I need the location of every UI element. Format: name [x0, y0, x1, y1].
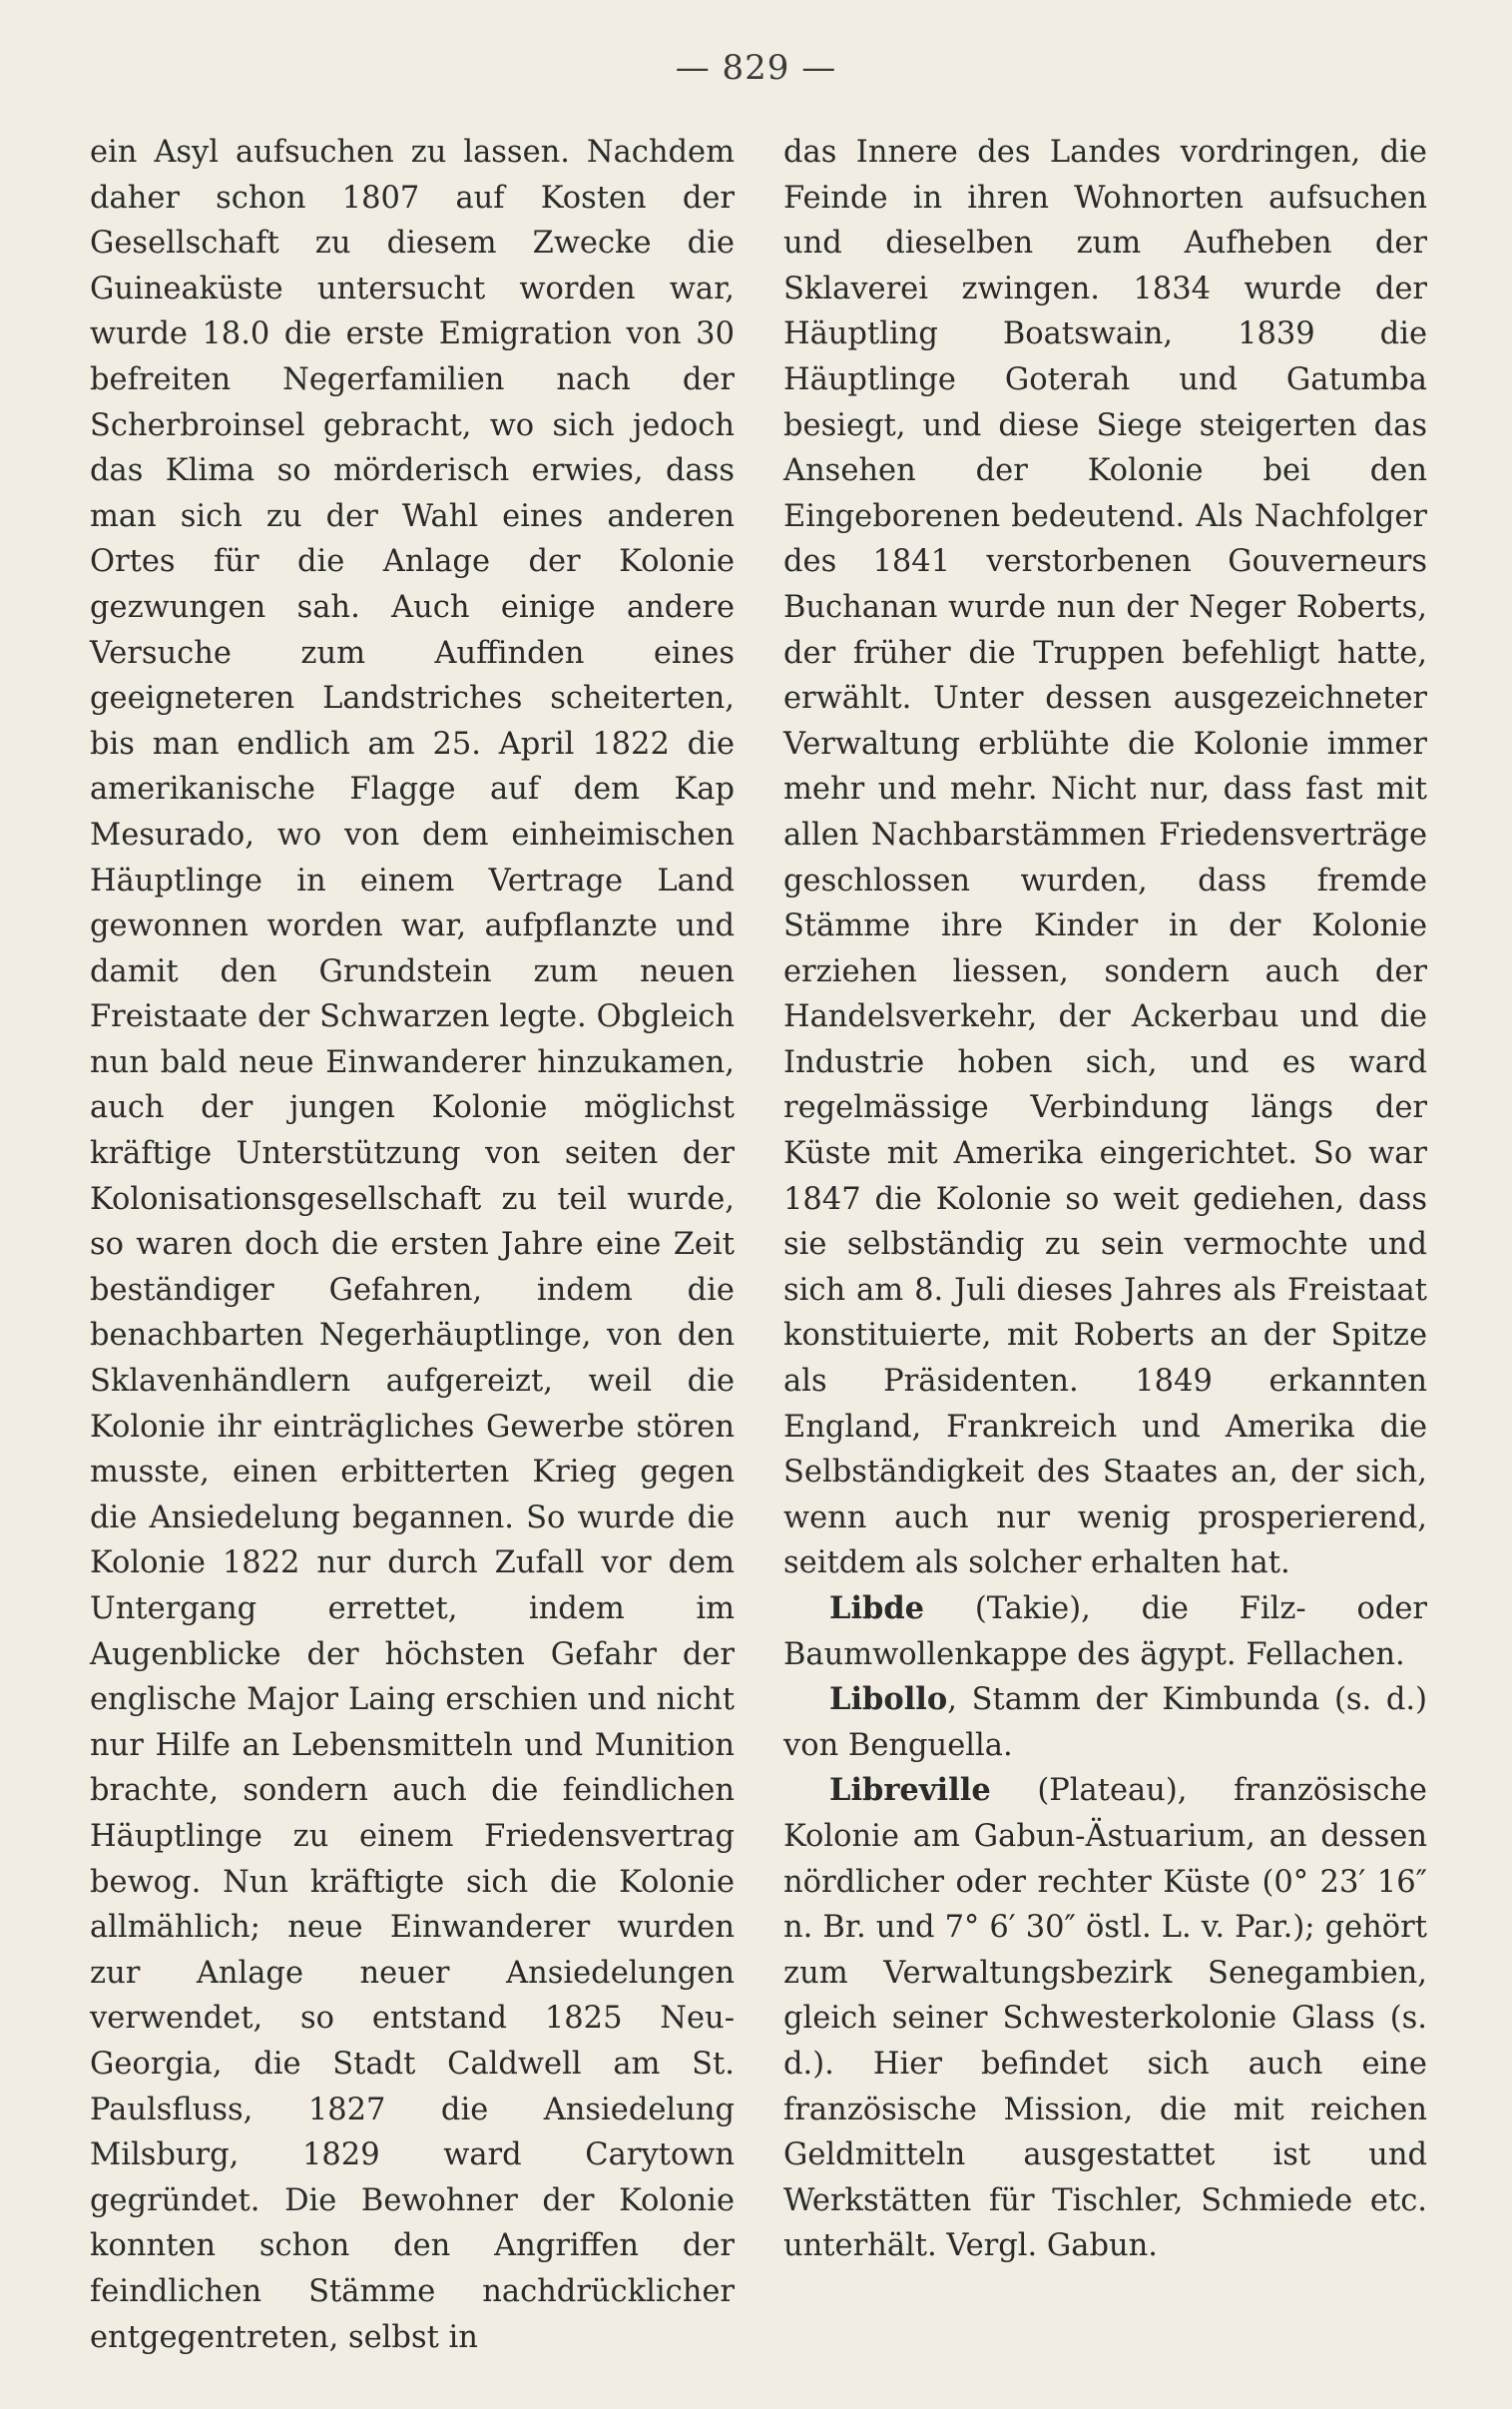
entry-term: Libollo	[829, 1681, 948, 1718]
left-column-paragraph: ein Asyl aufsuchen zu lassen. Nachdem daher schon 1807 auf Kosten der Gesellschaft zu diesem Zwecke die Guineaküste untersucht worden war, wurde 18.0 die erste Emigration von 30 befreiten Negerfamilien nach der Scherbroinsel gebracht, wo sich jedoch das Klima so mörderisch erwies, dass man sich zu der Wahl eines anderen Ortes für die Anlage der Kolonie gezwungen sah. Auch einige andere Versuche zum Auffinden eines geeigneteren Landstriches scheiterten, bis man endlich am 25. April 1822 die amerikanische Flagge auf dem Kap Mesurado, wo von dem einheimischen Häuptlinge in einem Vertrage Land gewonnen worden war, aufpflanzte und damit den Grundstein zum neuen Freistaate der Schwarzen legte. Obgleich nun bald neue Einwanderer hinzukamen, auch der jungen Kolonie möglichst kräftige Unterstützung von seiten der Kolonisationsgesellschaft zu teil wurde, so waren doch die ersten Jahre eine Zeit beständiger Gefahren, indem die benachbarten Negerhäuptlinge, von den Sklavenhändlern aufgereizt, weil die Kolonie ihr einträgliches Gewerbe stören musste, einen erbitterten Krieg gegen die Ansiedelung begannen. So wurde die Kolonie 1822 nur durch Zufall vor dem Untergang errettet, indem im Augenblicke der höchsten Gefahr der englische Major Laing erschien und nicht nur Hilfe an Lebensmitteln und Munition brachte, sondern auch die feindlichen Häuptlinge zu einem Friedensvertrag bewog. Nun kräftigte sich die Kolonie allmählich; neue Einwanderer wurden zur Anlage neuer Ansiedelungen verwendet, so entstand 1825 Neu-Georgia, die Stadt Caldwell am St. Paulsfluss, 1827 die Ansiedelung Milsburg, 1829 ward Carytown gegründet. Die Bewohner der Kolonie konnten schon den Angriffen der feindlichen Stämme nachdrücklicher entgegentreten, selbst in	[90, 135, 735, 2355]
page-number: — 829 —	[675, 48, 837, 88]
right-column	[783, 130, 1427, 2269]
entry-term: Libde	[829, 1590, 925, 1626]
left-column	[90, 130, 735, 2360]
entry-text: (Plateau), französische Kolonie am Gabun-Ästuarium, an dessen nördlicher oder rechter Küste (0° 23′ 16″ n. Br. und 7° 6′ 30″ östl. L. v. Par.); gehört zum Verwaltungsbezirk Senegambien, gleich seiner Schwesterkolonie Glass (s. d.). Hier befindet sich auch eine französische Mission, die mit reichen Geldmitteln ausgestattet ist und Werkstätten für Tischler, Schmiede etc. unterhält. Vergl. Gabun.	[783, 1773, 1427, 2264]
entry-libollo	[783, 1677, 1427, 1768]
entry-text: , Stamm der Kimbunda (s. d.) von Benguella.	[783, 1682, 1427, 1763]
entry-libreville	[783, 1768, 1427, 2269]
entry-term: Libreville	[829, 1772, 991, 1809]
right-column-continuation: das Innere des Landes vordringen, die Feinde in ihren Wohnorten aufsuchen und dieselben zum Aufheben der Sklaverei zwingen. 1834 wurde der Häuptling Boatswain, 1839 die Häuptlinge Goterah und Gatumba besiegt, und diese Siege steigerten das Ansehen der Kolonie bei den Eingeborenen bedeutend. Als Nachfolger des 1841 verstorbenen Gouverneurs Buchanan wurde nun der Neger Roberts, der früher die Truppen befehligt hatte, erwählt. Unter dessen ausgezeichneter Verwaltung erblühte die Kolonie immer mehr und mehr. Nicht nur, dass fast mit allen Nachbarstämmen Friedensverträge geschlossen wurden, dass fremde Stämme ihre Kinder in der Kolonie erziehen liessen, sondern auch der Handelsverkehr, der Ackerbau und die Industrie hoben sich, und es ward regelmässige Verbindung längs der Küste mit Amerika eingerichtet. So war 1847 die Kolonie so weit gediehen, dass sie selbständig zu sein vermochte und sich am 8. Juli dieses Jahres als Freistaat konstituierte, mit Roberts an der Spitze als Präsidenten. 1849 erkannten England, Frankreich und Amerika die Selbständigkeit des Staates an, der sich, wenn auch nur wenig prosperierend, seitdem als solcher erhalten hat.	[783, 135, 1427, 1581]
entry-text: (Takie), die Filz- oder Baumwollenkappe des ägypt. Fellachen.	[783, 1591, 1427, 1672]
entry-libde	[783, 1586, 1427, 1677]
